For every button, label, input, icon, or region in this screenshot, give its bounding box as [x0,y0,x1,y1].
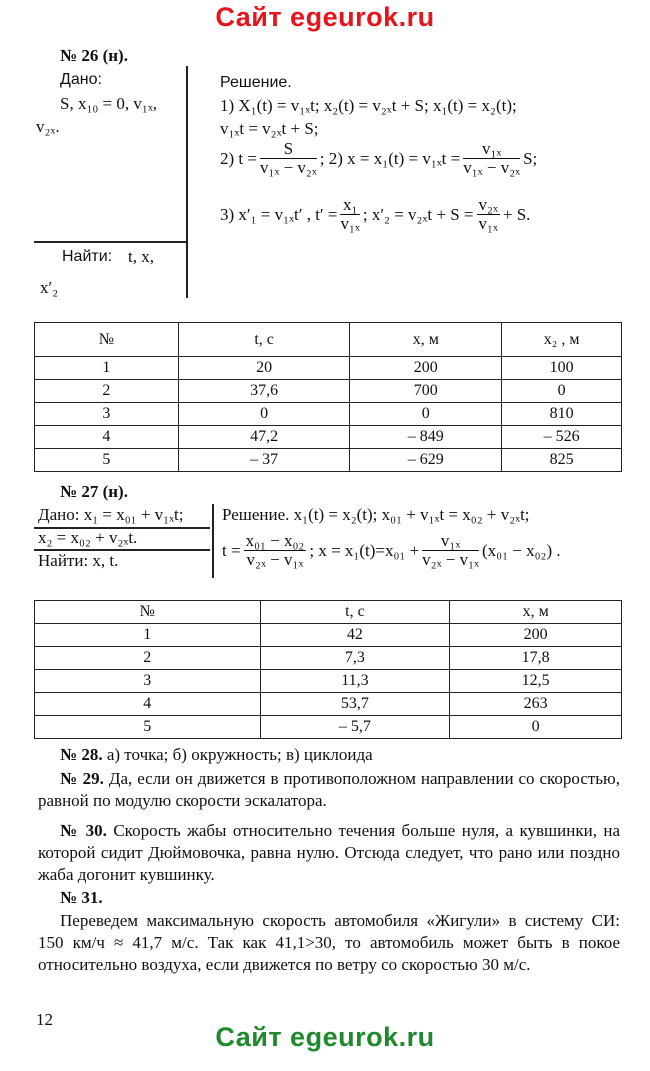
table-cell: 3 [35,403,179,426]
p27-l2-b: ; x = x₁(t)=x₀₁ + [309,540,420,560]
table-cell: 825 [502,449,622,472]
fraction-numerator: x₀₁ − x₀₂ [245,531,305,550]
p26-l4-b: ; x′₂ = v₂ₓt + S = [362,204,474,224]
problem-26-number: № 26 (н). [60,46,128,65]
table-26 [34,322,622,472]
p26-l3-b: ; 2) x = x₁(t) = v₁ₓt = [319,148,461,168]
table-cell: 42 [260,624,450,647]
header-cell: № [35,323,179,357]
p27-solution-line2 [222,532,561,569]
table-cell: 263 [450,693,622,716]
table-row [35,380,622,403]
table-row [35,716,622,739]
p26-l3-fraction-1 [260,140,317,177]
header-cell: t, с [260,601,450,624]
table-cell: 17,8 [450,647,622,670]
p26-l4-c: + S. [502,204,531,224]
p26-vertical-divider [186,66,188,298]
problem-30-text: Скорость жабы относительно течения больше нуля, а кувшинки, на которой сидит Дюймовочка, равна нулю. Отсюда следует, что рано или поздно жаба догонит кувшинку. [38,821,621,884]
p26-given-label: Дано: [60,71,102,88]
p26-solution-line3 [220,140,537,177]
table-cell: 5 [35,449,179,472]
table-cell: 0 [350,403,502,426]
p26-l4-fraction-1 [340,196,359,233]
table-cell: 0 [450,716,622,739]
problem-29 [38,768,620,812]
p26-l3-fraction-2 [463,140,520,177]
problem-28-number: № 28. [60,745,103,764]
table-cell: 4 [35,426,179,449]
fraction-numerator: S [260,140,317,159]
header-cell: x₂ , м [502,323,622,357]
fraction-numerator: x₁ [340,196,359,215]
p26-given-divider [34,241,186,243]
table-cell: 53,7 [260,693,450,716]
table-cell: 0 [178,403,350,426]
fraction-denominator: v₁ₓ − v₂ₓ [259,158,317,177]
p26-solution-line1: 1) X₁(t) = v₁ₓt; x₂(t) = v₂ₓt + S; x₁(t) = x₂(t); [220,96,517,115]
table-cell: – 526 [502,426,622,449]
p26-l3-c: S; [523,148,538,168]
header-cell: № [35,601,261,624]
table-cell: 7,3 [260,647,450,670]
problem-28-text: а) точка; б) окружность; в) циклоида [106,745,373,764]
p27-given-2: x₂ = x₀₂ + v₂ₓt. [38,528,138,547]
header-cell: x, м [450,601,622,624]
problem-27-number: № 27 (н). [60,482,128,501]
fraction-denominator: v₁ₓ [478,214,498,233]
fraction-denominator: v₂ₓ − v₁ₓ [422,550,479,569]
table-cell: – 629 [350,449,502,472]
table-27 [34,600,622,739]
table-cell: – 849 [350,426,502,449]
fraction-numerator: v₁ₓ [463,140,520,159]
p27-given: Дано: x₁ = x₀₁ + v₁ₓt; [38,505,184,524]
p27-find: Найти: x, t. [38,551,119,570]
site-watermark-top: Сайт egeurok.ru [215,2,435,32]
table-cell: 4 [35,693,261,716]
table-cell: 200 [350,357,502,380]
problem-30-number: № 30. [60,821,107,840]
problem-30 [38,820,620,886]
header-cell: x, м [350,323,502,357]
fraction-numerator: v₁ₓ [422,532,479,551]
problem-28 [60,744,642,766]
p26-l3-a: 2) t = [220,148,257,168]
p27-solution-line1: Решение. x₁(t) = x₂(t); x₀₁ + v₁ₓt = x₀₂ + v₂ₓt; [222,505,530,524]
header-cell: t, с [178,323,350,357]
table-cell: 5 [35,716,261,739]
table-row [35,449,622,472]
table-cell: 47,2 [178,426,350,449]
fraction-denominator: v₁ₓ [340,214,360,233]
table-cell: 100 [502,357,622,380]
table-row [35,670,622,693]
table-cell: 11,3 [260,670,450,693]
table-cell: 12,5 [450,670,622,693]
table-cell: 0 [502,380,622,403]
site-watermark-bottom: Сайт egeurok.ru [215,1022,435,1052]
table-row [35,647,622,670]
problem-31-number: № 31. [60,888,103,907]
page-number: 12 [36,1010,53,1029]
table-cell: 20 [178,357,350,380]
p27-l2-c: (x₀₁ − x₀₂) . [481,540,561,560]
table-cell: 37,6 [178,380,350,403]
table-row [35,403,622,426]
p27-l2-fraction-1 [244,532,307,569]
p26-find-label: Найти: [62,248,113,265]
table-cell: – 37 [178,449,350,472]
fraction-denominator: v₂ₓ − v₁ₓ [246,550,304,569]
table-cell: 1 [35,624,261,647]
fraction-denominator: v₁ₓ − v₂ₓ [463,158,521,177]
p26-solution-line4 [220,196,530,233]
table-cell: – 5,7 [260,716,450,739]
p27-l2-a: t = [222,540,241,560]
p26-find-1: t, x, [128,247,154,266]
p27-vertical-divider [212,504,214,578]
p26-given-1: S, x₁₀ = 0, v₁ₓ, [60,94,158,113]
table-row [35,357,622,380]
table-cell: 2 [35,380,179,403]
table-header-row [35,323,622,357]
p26-find-2: x′₂ [40,278,59,297]
table-cell: 3 [35,670,261,693]
table-header-row [35,601,622,624]
table-row [35,426,622,449]
table-cell: 700 [350,380,502,403]
p26-l4-fraction-2 [477,196,500,233]
fraction-numerator: v₂ₓ [478,195,498,214]
problem-31-text: Переведем максимальную скорость автомобиля «Жигули» в систему СИ: 150 км/ч ≈ 41,7 м/с. Так как 41,1>30, то автомобиль может быть в покое относительно воздуха, если движется по ветру со скоростью 30 м/с. [38,911,620,974]
table-row [35,624,622,647]
problem-29-number: № 29. [60,769,104,788]
p26-solution-label: Решение. [220,74,292,91]
p27-l2-fraction-2 [422,532,479,569]
table-cell: 1 [35,357,179,380]
table-row [35,693,622,716]
table-cell: 200 [450,624,622,647]
table-cell: 810 [502,403,622,426]
p26-l4-a: 3) x′₁ = v₁ₓt′ , t′ = [220,204,338,224]
table-cell: 2 [35,647,261,670]
problem-29-text: Да, если он движется в противоположном направлении со скоростью, равной по модулю скорости эскалатора. [38,769,621,810]
p26-given-2: v₂ₓ. [36,117,60,136]
p26-solution-line2: v₁ₓt = v₂ₓt + S; [220,119,319,138]
